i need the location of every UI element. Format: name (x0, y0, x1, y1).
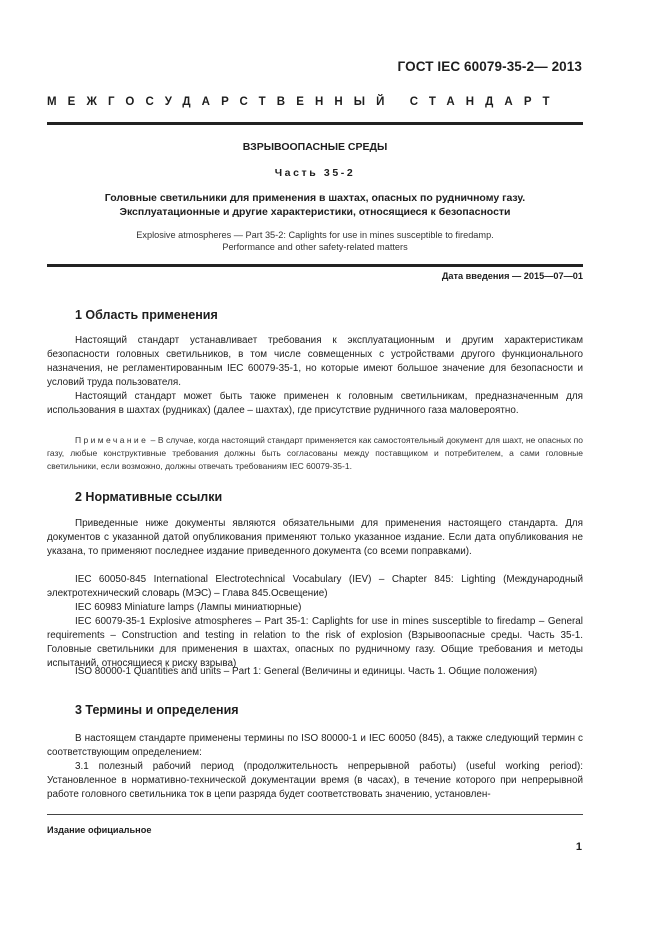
introduction-date: Дата введения — 2015—07—01 (441, 271, 583, 281)
subtitle-line-1: Головные светильники для применения в шахтах, опасных по рудничному газу. (104, 192, 526, 204)
section-1-heading: 1 Область применения (75, 308, 218, 322)
section-1-paragraph-1: Настоящий стандарт устанавливает требования к эксплуатационным и другим характеристикам безопасности головных светильников, в том числе совмещенных с устройствами другого функционального назначения, не регламентированным IEC 60079-35-1, но которые имеют большое значение для безопасности и условий труда пользователя. (47, 335, 583, 388)
document-subtitle (47, 192, 583, 219)
english-title-line-2: Performance and other safety-related matters (222, 242, 408, 252)
section-3-heading: 3 Термины и определения (75, 703, 239, 717)
footer-divider (47, 814, 583, 815)
english-title-line-1: Explosive atmospheres — Part 35-2: Caplights for use in mines susceptible to firedamp. (136, 230, 494, 240)
reference-iec-60983: IEC 60983 Miniature lamps (Лампы миниатюрные) (75, 602, 302, 613)
title-divider (47, 264, 583, 267)
section-2-heading: 2 Нормативные ссылки (75, 490, 223, 504)
english-title (47, 229, 583, 253)
page-number: 1 (575, 841, 582, 853)
section-1-note (47, 434, 583, 473)
section-1-paragraph-2: Настоящий стандарт может быть также применен к головным светильникам, предназначенным для использования в шахтах (рудниках) (далее – шахтах), где присутствие рудничного газа маловероятно. (47, 391, 583, 416)
document-code: ГОСТ IEC 60079-35-2— 2013 (397, 59, 582, 74)
part-number: Часть 35-2 (274, 167, 356, 179)
header-divider (47, 122, 583, 125)
official-edition-label: Издание официальное (47, 825, 152, 835)
standard-type-label: МЕЖГОСУДАРСТВЕННЫЙ СТАНДАРТ (47, 96, 561, 108)
section-2-paragraph-1: Приведенные ниже документы являются обязательными для применения настоящего стандарта. Для документов с указанной датой опубликования применяют только указанное издание. Если дата опубликования не указана, то применяют последнее издание приведенного документа (со всеми поправками). (47, 518, 583, 557)
note-prefix: Примечание (75, 435, 149, 445)
reference-iec-60079-35-1: IEC 60079-35-1 Explosive atmospheres – Part 35-1: Caplights for use in mines susceptible to firedamp – General requirements – Construction and testing in relation to the risk of explosion (Взрывоопасные среды. Часть 35-1. Головные светильники для применения в шахтах, опасных по рудничному газу. Общие требования и методы испытаний, относящиеся к риску взрыва) (47, 616, 583, 669)
reference-iec-60050-845: IEC 60050-845 International Electrotechnical Vocabulary (IEV) – Chapter 845: Lighting (Международный электротехнический словарь (МЭС) – Глава 845.Освещение) (47, 574, 583, 599)
section-3-definition-3-1: 3.1 полезный рабочий период (продолжительность непрерывной работы) (useful working period): Установленное в нормативно-технической документации время (в часах), в течение которого при непрерывной работе головного светильника ток в цепи разряда будет соответствовать значению, установлен- (47, 761, 583, 800)
reference-iso-80000-1: ISO 80000-1 Quantities and units – Part 1: General (Величины и единицы. Часть 1. Общие положения) (75, 666, 538, 677)
note-text: – В случае, когда настоящий стандарт применяется как самостоятельный документ для шахт, не опасных по газу, любые конструктивные требования должны быть согласованы между поставщиком и потребителем, а сами головные светильники, если возможно, должны отвечать требованиям IEC 60079-35-1. (47, 435, 583, 471)
document-title: ВЗРЫВООПАСНЫЕ СРЕДЫ (242, 141, 388, 153)
subtitle-line-2: Эксплуатационные и другие характеристики, относящиеся к безопасности (119, 205, 511, 218)
section-3-paragraph-1: В настоящем стандарте применены термины по ISO 80000-1 и IEC 60050 (845), а также следующий термин с соответствующим определением: (47, 733, 583, 758)
